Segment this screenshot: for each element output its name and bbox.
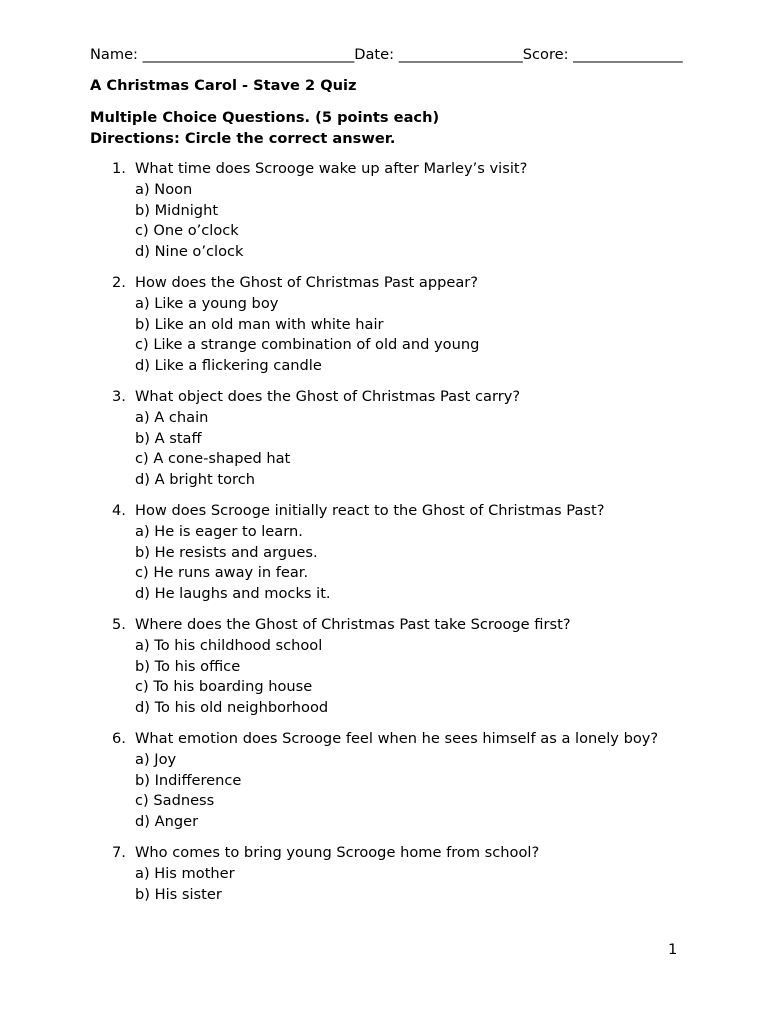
answer-option: b) A staff	[135, 429, 202, 447]
answer-option: d) To his old neighborhood	[135, 699, 329, 717]
answer-option: d) Nine o’clock	[135, 243, 244, 261]
question-text: How does the Ghost of Christmas Past appear?	[135, 273, 479, 291]
answer-option: d) Like a flickering candle	[135, 357, 322, 375]
question-text: What emotion does Scrooge feel when he sees himself as a lonely boy?	[135, 729, 659, 747]
answer-option: a) He is eager to learn.	[135, 522, 303, 540]
question-number: 1.	[112, 160, 126, 177]
answer-option: c) Like a strange combination of old and young	[135, 336, 480, 354]
question-item	[90, 501, 690, 605]
question-number: 4.	[112, 501, 126, 519]
question-number: 3.	[112, 387, 126, 405]
answer-option: b) He resists and argues.	[135, 543, 318, 561]
date-label: Date:	[354, 46, 395, 63]
answer-option: b) His sister	[135, 885, 222, 903]
question-number: 7.	[112, 843, 126, 861]
name-blank: _____________________________	[142, 46, 355, 63]
section-heading	[90, 107, 690, 149]
section-heading-text: Multiple Choice Questions. (5 points each)	[90, 109, 440, 126]
question-number: 6.	[112, 729, 126, 747]
answer-option: c) Sadness	[135, 792, 215, 810]
answer-option: b) Indifference	[135, 771, 242, 789]
question-item	[90, 159, 690, 263]
question-text: Who comes to bring young Scrooge home from school?	[135, 843, 540, 861]
answer-option: d) Anger	[135, 813, 199, 831]
answer-option: b) Like an old man with white hair	[135, 315, 384, 333]
quiz-page	[90, 44, 690, 915]
score-blank: _______________	[573, 46, 683, 63]
question-item	[90, 729, 690, 833]
question-item	[90, 273, 690, 377]
answer-option: d) He laughs and mocks it.	[135, 585, 331, 603]
question-number: 2.	[112, 273, 126, 291]
question-item	[90, 615, 690, 719]
answer-option: c) To his boarding house	[135, 678, 313, 696]
answer-option: c) A cone-shaped hat	[135, 450, 291, 468]
question-list	[90, 159, 690, 905]
answer-option: c) One o’clock	[135, 222, 239, 240]
score-label: Score:	[522, 46, 569, 63]
answer-option: a) His mother	[135, 864, 235, 882]
answer-option: b) To his office	[135, 657, 241, 675]
name-label: Name:	[90, 46, 138, 63]
question-text: Where does the Ghost of Christmas Past take Scrooge first?	[135, 615, 571, 633]
question-item	[90, 387, 690, 491]
answer-option: a) Noon	[135, 180, 193, 198]
answer-option: d) A bright torch	[135, 471, 256, 489]
date-blank: _________________	[398, 46, 523, 63]
answer-option: a) Like a young boy	[135, 294, 279, 312]
answer-option: a) Joy	[135, 750, 177, 768]
question-number: 5.	[112, 615, 126, 633]
answer-option: a) A chain	[135, 408, 209, 426]
answer-option: a) To his childhood school	[135, 636, 323, 654]
quiz-title: A Christmas Carol - Stave 2 Quiz	[90, 77, 357, 94]
directions-text: Directions: Circle the correct answer.	[90, 130, 396, 147]
page-number: 1	[668, 941, 678, 958]
question-text: What time does Scrooge wake up after Marley’s visit?	[135, 160, 528, 177]
question-text: What object does the Ghost of Christmas Past carry?	[135, 387, 521, 405]
answer-option: c) He runs away in fear.	[135, 564, 309, 582]
question-item	[90, 843, 690, 905]
question-text: How does Scrooge initially react to the Ghost of Christmas Past?	[135, 501, 605, 519]
answer-option: b) Midnight	[135, 201, 219, 219]
header-fields	[90, 44, 690, 65]
